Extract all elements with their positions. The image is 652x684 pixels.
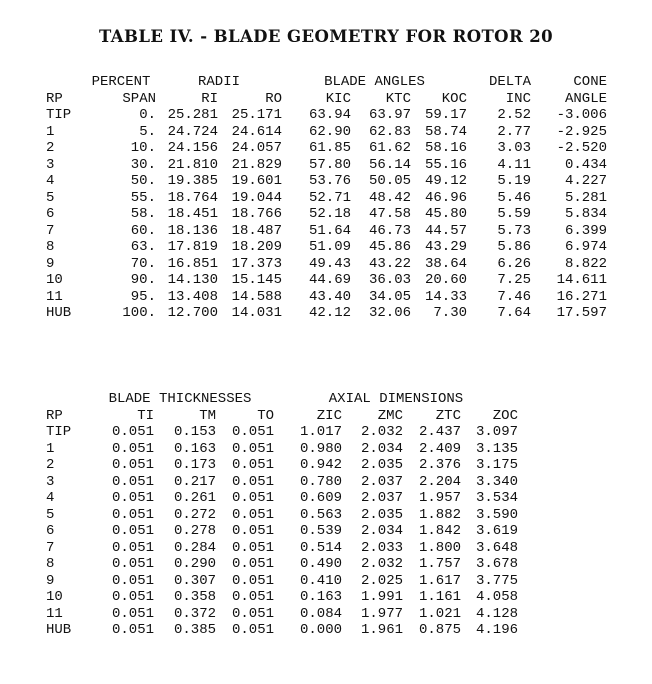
table-row: [46, 289, 607, 306]
table-cell: 0.261: [173, 490, 216, 506]
table-cell: 0.051: [111, 473, 154, 490]
table-cell: 3.678: [475, 556, 518, 572]
table-cell: 0.434: [564, 156, 607, 173]
group-header-row: [46, 391, 518, 408]
table-cell: 18.136: [167, 222, 218, 239]
table-cell: 43.22: [368, 255, 411, 272]
table-cell: 0.051: [111, 490, 154, 506]
table-cell: 1.842: [418, 523, 461, 539]
table-cell: 5.834: [564, 206, 607, 222]
table-cell: 0.051: [231, 622, 274, 638]
table-cell: 51.64: [308, 222, 351, 239]
table-cell: 30.: [130, 156, 156, 173]
table-cell: 4.058: [475, 589, 518, 605]
table-cell: 0.307: [173, 572, 216, 589]
table-cell: 25.281: [167, 107, 218, 123]
table-cell: 2.025: [360, 572, 403, 589]
table-cell: 62.90: [308, 123, 351, 140]
table-cell: 0.051: [231, 490, 274, 506]
table-cell: 0.051: [231, 589, 274, 605]
table-cell: 3.340: [475, 473, 518, 490]
table-cell: 3.775: [475, 572, 518, 589]
row-label: 8: [46, 556, 55, 572]
table-cell: 0.051: [111, 523, 154, 539]
blade-angles-table: [46, 74, 607, 322]
table-cell: 2.376: [418, 457, 461, 473]
table-cell: 7.25: [497, 272, 531, 288]
column-header: RP: [46, 90, 63, 107]
table-cell: 38.64: [424, 255, 467, 272]
table-cell: 21.810: [167, 156, 218, 173]
table-cell: 6.26: [497, 255, 531, 272]
table-cell: 44.57: [424, 222, 467, 239]
table-cell: 17.373: [231, 255, 282, 272]
blade-thicknesses-header: BLADE THICKNESSES: [108, 391, 252, 407]
table-cell: 1.021: [418, 605, 461, 622]
table-cell: 3.03: [497, 140, 531, 156]
table-cell: 2.035: [360, 506, 403, 523]
row-label: 10: [46, 589, 63, 605]
table-cell: 63.94: [308, 107, 351, 123]
row-label: 9: [46, 255, 55, 272]
table-cell: 0.980: [299, 440, 342, 457]
table-row: [46, 124, 607, 141]
table-cell: 0.000: [299, 622, 342, 638]
table-cell: 1.882: [418, 506, 461, 523]
table-row: [46, 490, 518, 507]
table-cell: 0.051: [111, 605, 154, 622]
table-cell: 24.614: [231, 123, 282, 140]
table-cell: 13.408: [167, 288, 218, 305]
column-header: RO: [265, 90, 282, 107]
table-row: [46, 474, 518, 491]
table-cell: 0.051: [111, 506, 154, 523]
table-row: [46, 305, 607, 322]
table-cell: 1.961: [360, 622, 403, 638]
table-cell: 1.757: [418, 556, 461, 572]
table-row: [46, 206, 607, 223]
row-label: 7: [46, 539, 55, 556]
table-cell: 4.11: [497, 156, 531, 173]
table-cell: 57.80: [308, 156, 351, 173]
table-cell: 95.: [130, 288, 156, 305]
table-cell: 0.051: [231, 572, 274, 589]
table-cell: 24.724: [167, 123, 218, 140]
table-row: [46, 556, 518, 573]
table-row: [46, 622, 518, 639]
table-row: [46, 223, 607, 240]
column-header: TI: [137, 407, 154, 424]
table-cell: 18.764: [167, 189, 218, 206]
table-cell: 0.875: [418, 622, 461, 638]
table-cell: 0.490: [299, 556, 342, 572]
table-cell: 45.86: [368, 239, 411, 255]
row-label: 1: [46, 123, 55, 140]
blade-angles-header: BLADE ANGLES: [324, 74, 425, 90]
table-cell: 17.819: [167, 239, 218, 255]
table-cell: 2.037: [360, 490, 403, 506]
table-cell: 5.86: [497, 239, 531, 255]
table-cell: 58.16: [424, 140, 467, 156]
table-cell: 0.084: [299, 605, 342, 622]
table-cell: 0.272: [173, 506, 216, 523]
table-cell: 3.097: [475, 424, 518, 440]
table-cell: 3.135: [475, 440, 518, 457]
table-cell: 43.40: [308, 288, 351, 305]
row-label: 11: [46, 605, 63, 622]
table-cell: 58.: [130, 206, 156, 222]
table-cell: 0.: [139, 107, 156, 123]
row-label: 6: [46, 206, 55, 222]
table-cell: 18.209: [231, 239, 282, 255]
table-cell: 0.609: [299, 490, 342, 506]
table-cell: 0.173: [173, 457, 216, 473]
table-cell: 5.73: [497, 222, 531, 239]
row-label: 3: [46, 473, 55, 490]
row-label: HUB: [46, 622, 72, 638]
delta-header: DELTA: [488, 74, 531, 90]
table-cell: 3.534: [475, 490, 518, 506]
table-cell: 0.051: [231, 556, 274, 572]
column-header: TO: [257, 407, 274, 424]
table-row: [46, 441, 518, 458]
table-row: [46, 573, 518, 590]
table-cell: 18.766: [231, 206, 282, 222]
table-cell: 3.619: [475, 523, 518, 539]
table-cell: 0.051: [111, 622, 154, 638]
table-cell: 2.035: [360, 457, 403, 473]
table-cell: 14.33: [424, 288, 467, 305]
table-row: [46, 606, 518, 623]
table-cell: 0.284: [173, 539, 216, 556]
table-cell: 3.590: [475, 506, 518, 523]
table-cell: 17.597: [556, 305, 607, 321]
table-cell: 7.46: [497, 288, 531, 305]
row-label: 8: [46, 239, 55, 255]
table-cell: 0.539: [299, 523, 342, 539]
table-cell: 14.031: [231, 305, 282, 321]
column-header: SPAN: [122, 90, 156, 107]
cone-header: CONE: [573, 74, 607, 90]
table-cell: 70.: [130, 255, 156, 272]
table-cell: 0.051: [231, 539, 274, 556]
column-header-row: [46, 91, 607, 108]
column-header: RI: [201, 90, 218, 107]
table-cell: 0.278: [173, 523, 216, 539]
row-label: 6: [46, 523, 55, 539]
table-cell: 10.: [130, 140, 156, 156]
table-cell: 4.128: [475, 605, 518, 622]
table-cell: 25.171: [231, 107, 282, 123]
table-cell: 42.12: [308, 305, 351, 321]
table-cell: 0.051: [231, 506, 274, 523]
table-cell: 0.051: [111, 556, 154, 572]
table-cell: 63.: [130, 239, 156, 255]
row-label: 7: [46, 222, 55, 239]
table-cell: 5.: [139, 123, 156, 140]
table-cell: 0.514: [299, 539, 342, 556]
table-cell: 44.69: [308, 272, 351, 288]
table-row: [46, 190, 607, 207]
table-cell: 3.175: [475, 457, 518, 473]
table-cell: 1.957: [418, 490, 461, 506]
table-cell: 61.85: [308, 140, 351, 156]
table-cell: 50.: [130, 173, 156, 189]
table-cell: 6.974: [564, 239, 607, 255]
table-cell: 1.161: [418, 589, 461, 605]
table-cell: 2.52: [497, 107, 531, 123]
table-cell: 2.033: [360, 539, 403, 556]
table-cell: 16.271: [556, 288, 607, 305]
table-cell: 19.385: [167, 173, 218, 189]
table-cell: 0.051: [111, 589, 154, 605]
group-header-row: [46, 74, 607, 91]
table-row: [46, 457, 518, 474]
table-cell: 61.62: [368, 140, 411, 156]
table-cell: 18.487: [231, 222, 282, 239]
percent-header: PERCENT: [91, 74, 151, 90]
table-cell: 20.60: [424, 272, 467, 288]
table-cell: 56.14: [368, 156, 411, 173]
table-cell: 36.03: [368, 272, 411, 288]
table-row: [46, 272, 607, 289]
column-header: ZTC: [435, 407, 461, 424]
table-cell: 48.42: [368, 189, 411, 206]
table-row: [46, 157, 607, 174]
column-header: KTC: [385, 90, 411, 107]
table-cell: 43.29: [424, 239, 467, 255]
table-cell: 16.851: [167, 255, 218, 272]
table-cell: 51.09: [308, 239, 351, 255]
row-label: 4: [46, 173, 55, 189]
axial-dimensions-header: AXIAL DIMENSIONS: [328, 391, 464, 407]
column-header: TM: [199, 407, 216, 424]
table-cell: 32.06: [368, 305, 411, 321]
column-header: ANGLE: [564, 90, 607, 107]
table-cell: 60.: [130, 222, 156, 239]
table-row: [46, 256, 607, 273]
table-cell: 19.044: [231, 189, 282, 206]
table-cell: 1.991: [360, 589, 403, 605]
table-cell: 50.05: [368, 173, 411, 189]
table-cell: 0.051: [231, 605, 274, 622]
table-cell: 14.588: [231, 288, 282, 305]
column-header: ZOC: [492, 407, 518, 424]
table-cell: 0.051: [111, 539, 154, 556]
table-cell: 7.64: [497, 305, 531, 321]
row-label: 2: [46, 140, 55, 156]
thickness-axial-table: [46, 391, 518, 639]
table-cell: 0.217: [173, 473, 216, 490]
table-cell: 21.829: [231, 156, 282, 173]
row-label: HUB: [46, 305, 72, 321]
table-cell: 15.145: [231, 272, 282, 288]
table-cell: 0.290: [173, 556, 216, 572]
table-cell: 2.034: [360, 440, 403, 457]
table-cell: 8.822: [564, 255, 607, 272]
table-cell: 0.153: [173, 424, 216, 440]
table-cell: 46.73: [368, 222, 411, 239]
column-header: INC: [505, 90, 531, 107]
table-cell: 90.: [130, 272, 156, 288]
table-row: [46, 140, 607, 157]
table-row: [46, 540, 518, 557]
table-cell: 0.163: [173, 440, 216, 457]
row-label: 10: [46, 272, 63, 288]
table-cell: 52.71: [308, 189, 351, 206]
table-cell: 5.59: [497, 206, 531, 222]
table-cell: -2.520: [556, 140, 607, 156]
table-cell: 53.76: [308, 173, 351, 189]
table-cell: 5.281: [564, 189, 607, 206]
table-row: [46, 239, 607, 256]
table-cell: 0.051: [111, 424, 154, 440]
table-cell: 24.057: [231, 140, 282, 156]
table-cell: 2.032: [360, 424, 403, 440]
table-cell: 4.227: [564, 173, 607, 189]
table-cell: 2.77: [497, 123, 531, 140]
table-cell: 0.563: [299, 506, 342, 523]
table-row: [46, 173, 607, 190]
table-cell: 0.051: [111, 457, 154, 473]
table-cell: 55.16: [424, 156, 467, 173]
table-cell: 49.12: [424, 173, 467, 189]
row-label: 4: [46, 490, 55, 506]
table-cell: 18.451: [167, 206, 218, 222]
table-cell: -3.006: [556, 107, 607, 123]
table-cell: 55.: [130, 189, 156, 206]
table-cell: 0.358: [173, 589, 216, 605]
table-cell: 3.648: [475, 539, 518, 556]
table-cell: 1.617: [418, 572, 461, 589]
table-cell: 1.977: [360, 605, 403, 622]
table-cell: 58.74: [424, 123, 467, 140]
table-cell: 0.051: [231, 473, 274, 490]
table-cell: 19.601: [231, 173, 282, 189]
column-header: ZIC: [316, 407, 342, 424]
table-cell: 14.611: [556, 272, 607, 288]
row-label: TIP: [46, 107, 72, 123]
table-cell: 52.18: [308, 206, 351, 222]
table-cell: 2.032: [360, 556, 403, 572]
column-header: KIC: [325, 90, 351, 107]
table-cell: 1.800: [418, 539, 461, 556]
table-cell: 0.051: [231, 457, 274, 473]
table-cell: 46.96: [424, 189, 467, 206]
radii-header: RADII: [197, 74, 240, 90]
table-cell: 0.780: [299, 473, 342, 490]
table-cell: 62.83: [368, 123, 411, 140]
table-cell: 63.97: [368, 107, 411, 123]
row-label: 2: [46, 457, 55, 473]
row-label: 1: [46, 440, 55, 457]
table-cell: 0.372: [173, 605, 216, 622]
table-cell: 59.17: [424, 107, 467, 123]
table-cell: 0.051: [231, 523, 274, 539]
table-cell: 1.017: [299, 424, 342, 440]
table-cell: 100.: [122, 305, 156, 321]
row-label: 9: [46, 572, 55, 589]
table-cell: 6.399: [564, 222, 607, 239]
row-label: 5: [46, 189, 55, 206]
column-header: KOC: [441, 90, 467, 107]
table-cell: 24.156: [167, 140, 218, 156]
table-cell: 0.051: [111, 572, 154, 589]
row-label: 11: [46, 288, 63, 305]
table-cell: 4.196: [475, 622, 518, 638]
table-cell: 49.43: [308, 255, 351, 272]
table-row: [46, 107, 607, 124]
table-cell: 2.037: [360, 473, 403, 490]
table-cell: 14.130: [167, 272, 218, 288]
row-label: 5: [46, 506, 55, 523]
table-cell: 2.034: [360, 523, 403, 539]
table-cell: 7.30: [433, 305, 467, 321]
row-label: TIP: [46, 424, 72, 440]
table-row: [46, 589, 518, 606]
table-title: TABLE IV. - BLADE GEOMETRY FOR ROTOR 20: [99, 27, 553, 46]
table-cell: 0.410: [299, 572, 342, 589]
table-cell: 0.163: [299, 589, 342, 605]
row-label: 3: [46, 156, 55, 173]
table-cell: 45.80: [424, 206, 467, 222]
table-row: [46, 424, 518, 441]
column-header: RP: [46, 407, 63, 424]
table-cell: 2.204: [418, 473, 461, 490]
column-header-row: [46, 408, 518, 425]
table-cell: 0.051: [111, 440, 154, 457]
table-row: [46, 523, 518, 540]
table-cell: 47.58: [368, 206, 411, 222]
table-cell: 12.700: [167, 305, 218, 321]
table-row: [46, 507, 518, 524]
table-cell: -2.925: [556, 123, 607, 140]
table-cell: 5.46: [497, 189, 531, 206]
column-header: ZMC: [377, 407, 403, 424]
table-cell: 2.409: [418, 440, 461, 457]
table-cell: 0.385: [173, 622, 216, 638]
table-cell: 0.051: [231, 424, 274, 440]
table-cell: 2.437: [418, 424, 461, 440]
table-cell: 0.942: [299, 457, 342, 473]
table-cell: 5.19: [497, 173, 531, 189]
table-cell: 0.051: [231, 440, 274, 457]
table-cell: 34.05: [368, 288, 411, 305]
